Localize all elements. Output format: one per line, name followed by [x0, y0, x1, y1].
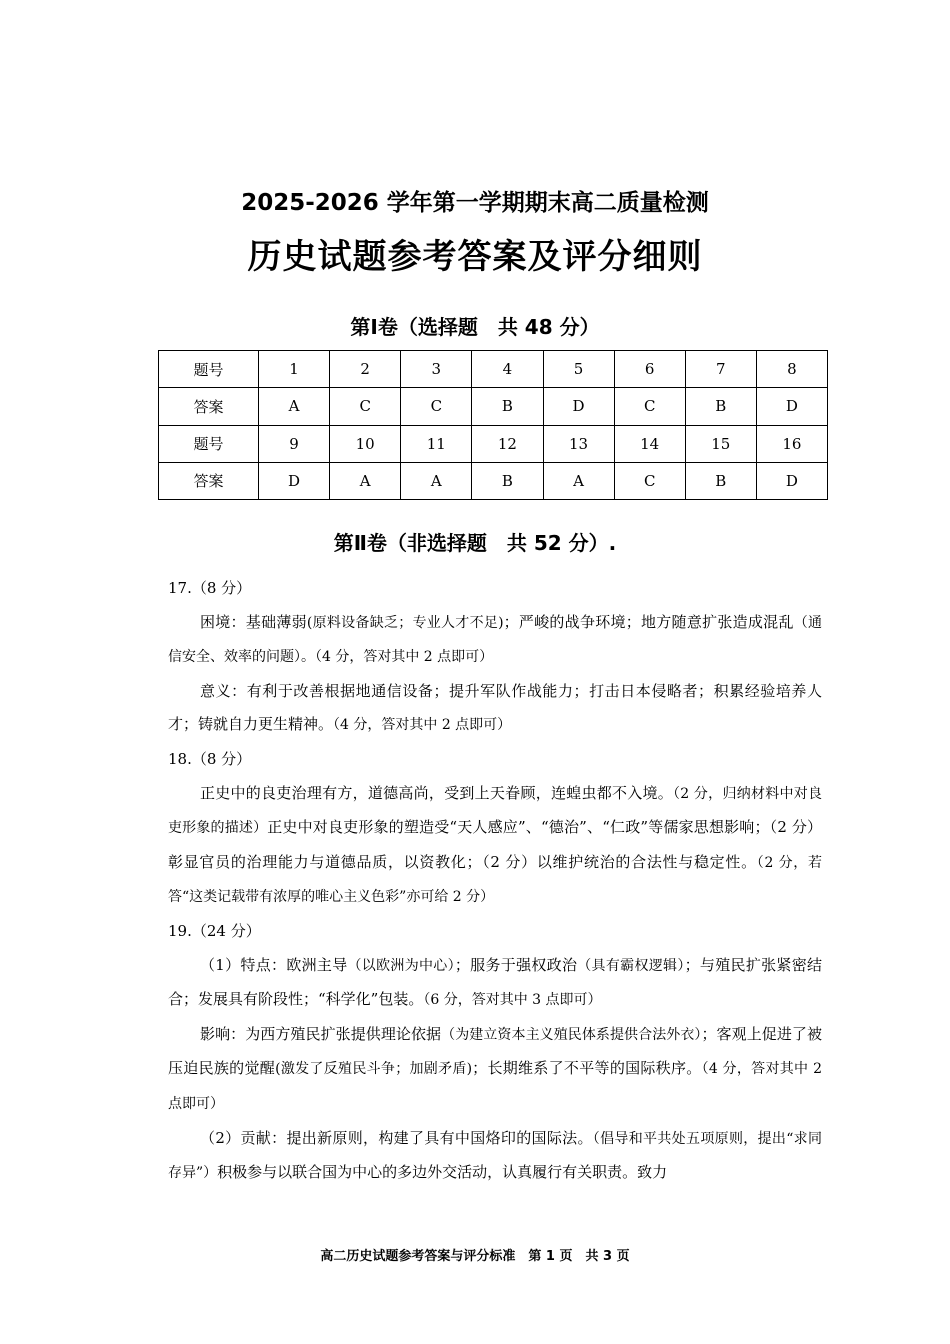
text-run: 正史中对良吏形象的塑造受“天人感应”、“德治”、“仁政”等儒家思想影响；（2 分）彰显官员的治理能力与道德品质，以资教化；（2 分）以维护统治的合法性与稳定性。	[168, 818, 823, 871]
table-cell: B	[685, 388, 756, 425]
score-note: （4 分，答对其中 2 点即可）	[333, 717, 512, 734]
text-run: ；客观上促进了被压迫民族的觉醒	[168, 1024, 822, 1078]
table-cell: C	[330, 388, 401, 425]
q18-heading: 18.（8 分）	[168, 749, 252, 768]
table-cell: 8	[756, 351, 827, 388]
table-cell: C	[614, 462, 685, 499]
q17-heading: 17.（8 分）	[168, 579, 252, 597]
table-cell: 7	[685, 351, 756, 388]
section-2-title: 第Ⅱ卷（非选择题 共 52 分）.	[333, 531, 617, 555]
text-run: 困境：基础薄弱	[200, 612, 307, 631]
page-footer: 高二历史试题参考答案与评分标准 第 1 页 共 3 页	[320, 1249, 630, 1264]
table-cell: 12	[472, 425, 543, 462]
score-note: （2 分，归纳材料中对良吏形象的描述）	[168, 785, 822, 837]
answer-body	[168, 572, 822, 1191]
table-cell: 2	[330, 351, 401, 388]
table-cell: 10	[330, 425, 401, 462]
table-cell: 15	[685, 425, 756, 462]
text-run: 意义：有利于改善根据地通信设备；提升军队作战能力；打击日本侵略者；积累经验培养人才；铸就自力更生精神。	[168, 681, 822, 734]
document-title: 历史试题参考答案及评分细则	[247, 237, 703, 277]
table-cell: 11	[401, 425, 472, 462]
text-run: 积极参与以联合国为中心的多边外交活动，认真履行有关职责。致力	[217, 1163, 668, 1182]
q19-paragraph-1	[168, 949, 822, 1018]
table-row	[159, 388, 828, 425]
text-run: ；与殖民扩张紧密结合；发展具有阶段性；“科学化”包装。	[168, 955, 823, 1009]
q17-paragraph-1	[168, 606, 822, 675]
note-run: （以欧洲为中心）	[347, 957, 455, 974]
q19-paragraph-2	[168, 1018, 822, 1122]
note-run: （为建立资本主义殖民体系提供合法外衣）	[441, 1026, 702, 1043]
section-1-title: 第Ⅰ卷（选择题 共 48 分）	[350, 315, 600, 339]
q18-paragraph-1	[168, 777, 822, 915]
table-cell: 3	[401, 351, 472, 388]
row-label: 题号	[159, 351, 259, 388]
score-note: （6 分，答对其中 3 点即可）	[423, 992, 602, 1009]
table-cell: B	[685, 462, 756, 499]
table-cell: A	[543, 462, 614, 499]
score-note: 。（4 分，答对其中 2 点即可）	[301, 649, 494, 666]
table-cell: A	[259, 388, 330, 425]
table-cell: D	[259, 462, 330, 499]
table-cell: D	[543, 388, 614, 425]
table-cell: B	[472, 388, 543, 425]
text-run: 正史中的良吏治理有方，道德高尚，受到上天眷顾，连蝗虫都不入境。	[200, 783, 674, 802]
table-cell: A	[401, 462, 472, 499]
q19-heading: 19.（24 分）	[168, 921, 261, 940]
text-run: ；服务于强权政治	[454, 955, 578, 974]
text-run: （1）特点：欧洲主导	[200, 955, 348, 974]
q17-paragraph-2	[168, 675, 822, 743]
table-cell: 14	[614, 425, 685, 462]
table-cell: 13	[543, 425, 614, 462]
table-cell: D	[756, 388, 827, 425]
note-run: （通信安全、效率的问题）	[168, 614, 822, 666]
text-run: ；严峻的战争环境；地方随意扩张造成混乱	[503, 612, 794, 631]
table-cell: B	[472, 462, 543, 499]
note-run: (原料设备缺乏；专业人才不足)	[306, 614, 504, 631]
table-cell: C	[401, 388, 472, 425]
note-run: （具有霸权逻辑）	[577, 957, 685, 974]
table-cell: A	[330, 462, 401, 499]
row-label: 题号	[159, 425, 259, 462]
note-run: (激发了反殖民斗争；加剧矛盾)	[275, 1061, 473, 1078]
table-row	[159, 462, 828, 499]
table-cell: 9	[259, 425, 330, 462]
table-cell: 5	[543, 351, 614, 388]
note-run: （倡导和平共处五项原则，提出“求同存异”）	[168, 1130, 823, 1182]
table-cell: 1	[259, 351, 330, 388]
text-run: （2）贡献：提出新原则，构建了具有中国烙印的国际法。	[200, 1128, 593, 1147]
score-note: （4 分，答对其中 2 点即可）	[168, 1061, 822, 1112]
answer-table	[158, 350, 828, 500]
table-cell: 16	[756, 425, 827, 462]
row-label: 答案	[159, 388, 259, 425]
table-row	[159, 425, 828, 462]
table-cell: D	[756, 462, 827, 499]
text-run: ；长期维系了不平等的国际秩序。	[472, 1059, 702, 1078]
table-cell: C	[614, 388, 685, 425]
table-cell: 6	[614, 351, 685, 388]
q19-paragraph-3	[168, 1122, 822, 1191]
score-note: （2 分，若答“这类记载带有浓厚的唯心主义色彩”亦可给 2 分）	[168, 854, 822, 906]
exam-header: 2025-2026 学年第一学期期末高二质量检测	[241, 190, 709, 216]
row-label: 答案	[159, 462, 259, 499]
table-row	[159, 351, 828, 388]
table-cell: 4	[472, 351, 543, 388]
text-run: 影响：为西方殖民扩张提供理论依据	[200, 1024, 442, 1043]
